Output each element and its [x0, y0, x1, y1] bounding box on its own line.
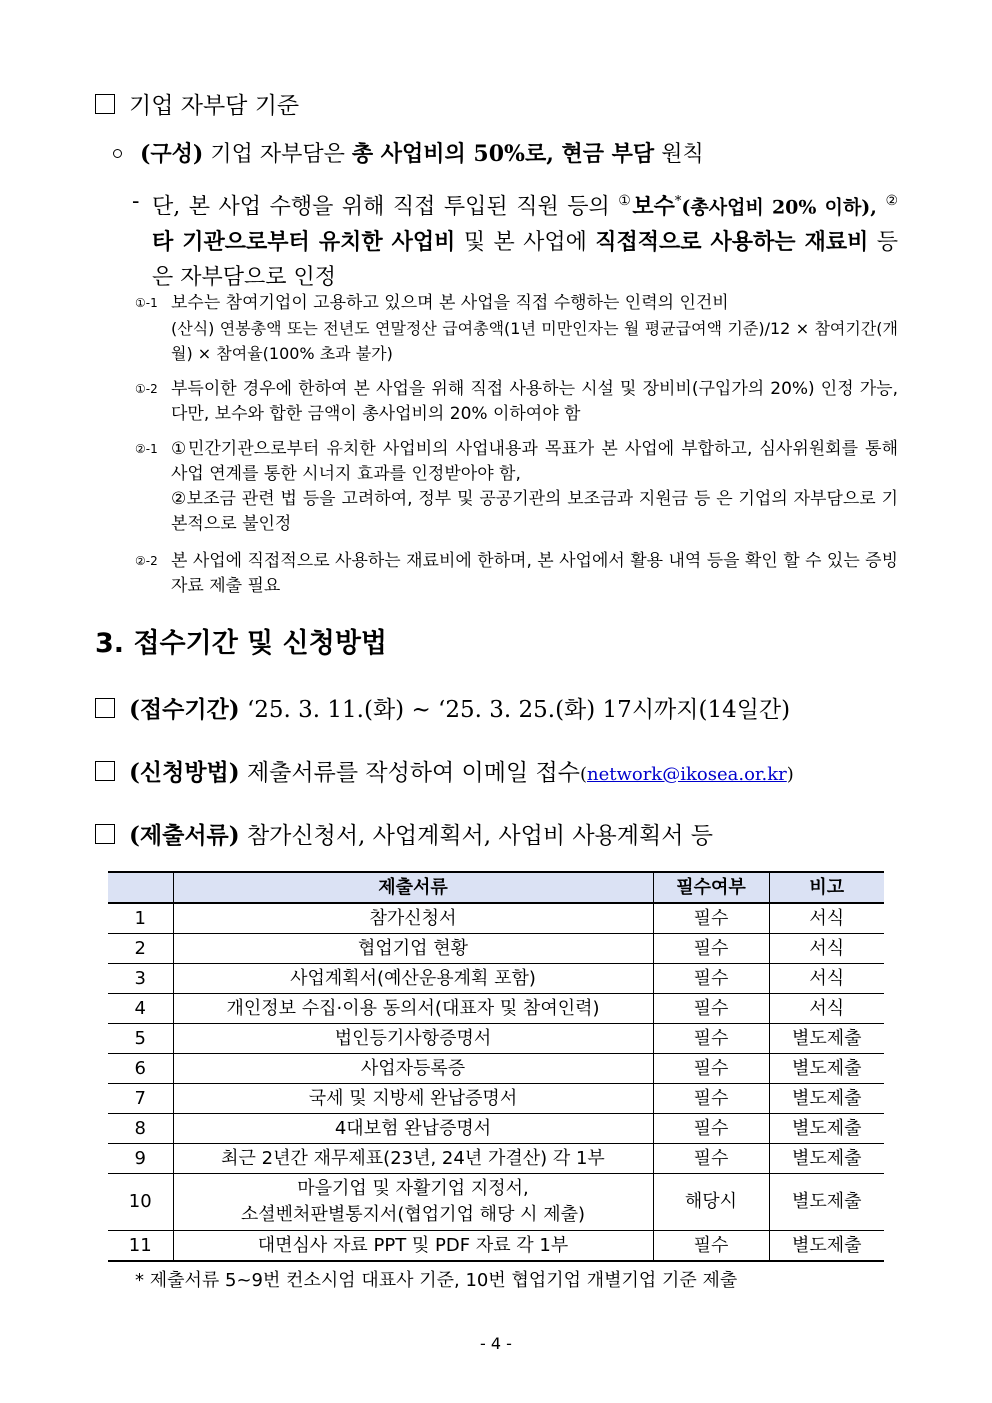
- table-row: [108, 1024, 884, 1054]
- header-document: 제출서류: [173, 872, 653, 903]
- dash-item-body: 단, 본 사업 수행을 위해 직접 투입된 직원 등의 ①보수*(총사업비 20% 이하), ②타 기관으로부터 유치한 사업비 및 본 사업에 직접적으로 사용하는 재료비 등은 자부담으로 인정: [152, 193, 899, 291]
- table-row: [108, 1231, 884, 1262]
- period-item: (접수기간) ‘25. 3. 11.(화) ~ ‘25. 3. 25.(화) 17시까지(14일간): [95, 695, 790, 725]
- table-row: [108, 1174, 884, 1231]
- note-1-2: ①-2 부득이한 경우에 한하여 본 사업을 위해 직접 사용하는 시설 및 장비비(구입가의 20%) 인정 가능, 다만, 보수와 합한 금액이 총사업비의 20% 이하여야 함: [135, 379, 898, 424]
- row-number-cell: 11: [108, 1231, 173, 1262]
- section-3-title: 3. 접수기간 및 신청방법: [95, 628, 387, 659]
- dash-item: [132, 184, 898, 295]
- document-cell: 개인정보 수집·이용 동의서(대표자 및 참여인력): [173, 994, 653, 1024]
- row-number-cell: 1: [108, 903, 173, 934]
- required-cell: 필수: [653, 1144, 769, 1174]
- header-required: 필수여부: [653, 872, 769, 903]
- note-1-1: ①-1 보수는 참여기업이 고용하고 있으며 본 사업을 직접 수행하는 인력의 인건비 (산식) 연봉총액 또는 전년도 연말정산 급여총액(1년 미만인자는 월 평균급여액 기준)/12 × 참여기간(개월) × 참여율(100% 초과 불가): [135, 293, 898, 363]
- row-number-cell: 10: [108, 1174, 173, 1231]
- composition-item: (구성) 기업 자부담은 총 사업비의 50%로, 현금 부담 원칙: [113, 137, 903, 172]
- row-number-cell: 3: [108, 964, 173, 994]
- remarks-cell: 별도제출: [769, 1144, 884, 1174]
- required-cell: 필수: [653, 1024, 769, 1054]
- document-cell: 협업기업 현황: [173, 934, 653, 964]
- checkbox-square-icon: [95, 761, 115, 781]
- checkbox-square-icon: [95, 94, 115, 114]
- remarks-cell: 별도제출: [769, 1114, 884, 1144]
- email-link[interactable]: network@ikosea.or.kr: [586, 764, 787, 785]
- row-number-cell: 4: [108, 994, 173, 1024]
- required-cell: 필수: [653, 1054, 769, 1084]
- document-cell: 참가신청서: [173, 903, 653, 934]
- required-cell: 필수: [653, 994, 769, 1024]
- required-cell: 필수: [653, 964, 769, 994]
- header-remarks: 비고: [769, 872, 884, 903]
- document-cell: 사업자등록증: [173, 1054, 653, 1084]
- table-header-row: [108, 872, 884, 903]
- row-number-cell: 8: [108, 1114, 173, 1144]
- required-cell: 필수: [653, 934, 769, 964]
- remarks-cell: 별도제출: [769, 1054, 884, 1084]
- document-cell: 4대보험 완납증명서: [173, 1114, 653, 1144]
- table-row: [108, 1054, 884, 1084]
- row-number-cell: 6: [108, 1054, 173, 1084]
- row-number-cell: 2: [108, 934, 173, 964]
- required-cell: 필수: [653, 1114, 769, 1144]
- page-number: - 4 -: [480, 1334, 512, 1353]
- document-cell: 사업계획서(예산운용계획 포함): [173, 964, 653, 994]
- method-item: (신청방법) 제출서류를 작성하여 이메일 접수(network@ikosea.or.kr): [95, 758, 794, 790]
- table-row: [108, 1144, 884, 1174]
- table-row: [108, 994, 884, 1024]
- dash-mark: -: [132, 189, 140, 214]
- table-row: [108, 1114, 884, 1144]
- checkbox-square-icon: [95, 698, 115, 718]
- document-cell: 법인등기사항증명서: [173, 1024, 653, 1054]
- remarks-cell: 별도제출: [769, 1024, 884, 1054]
- required-cell: 해당시: [653, 1174, 769, 1231]
- remarks-cell: 별도제출: [769, 1231, 884, 1262]
- table-row: [108, 903, 884, 934]
- document-cell: 국세 및 지방세 완납증명서: [173, 1084, 653, 1114]
- document-cell: 마을기업 및 자활기업 지정서, 소셜벤처판별통지서(협업기업 해당 시 제출): [173, 1174, 653, 1231]
- document-cell: 대면심사 자료 PPT 및 PDF 자료 각 1부: [173, 1231, 653, 1262]
- required-cell: 필수: [653, 1231, 769, 1262]
- table-row: [108, 1084, 884, 1114]
- header-no: [108, 872, 173, 903]
- table-row: [108, 934, 884, 964]
- row-number-cell: 9: [108, 1144, 173, 1174]
- remarks-cell: 별도제출: [769, 1084, 884, 1114]
- footnote: * 제출서류 5~9번 컨소시엄 대표사 기준, 10번 협업기업 개별기업 기준 제출: [135, 1270, 738, 1291]
- row-number-cell: 7: [108, 1084, 173, 1114]
- document-cell: 최근 2년간 재무제표(23년, 24년 가결산) 각 1부: [173, 1144, 653, 1174]
- table-row: [108, 964, 884, 994]
- remarks-cell: 서식: [769, 903, 884, 934]
- required-cell: 필수: [653, 903, 769, 934]
- note-2-1: ②-1 ①민간기관으로부터 유치한 사업비의 사업내용과 목표가 본 사업에 부합하고, 심사위원회를 통해 사업 연계를 통한 시너지 효과를 인정받아야 함, ②보조금 관련 법 등을 고려하여, 정부 및 공공기관의 보조금과 지원금 등 은 기업의 자부담으로 기본적으로 불인정: [135, 439, 898, 534]
- remarks-cell: 서식: [769, 994, 884, 1024]
- row-number-cell: 5: [108, 1024, 173, 1054]
- remarks-cell: 별도제출: [769, 1174, 884, 1231]
- remarks-cell: 서식: [769, 934, 884, 964]
- note-2-2: ②-2 본 사업에 직접적으로 사용하는 재료비에 한하며, 본 사업에서 활용 내역 등을 확인 할 수 있는 증빙자료 제출 필요: [135, 551, 898, 596]
- required-cell: 필수: [653, 1084, 769, 1114]
- circle-bullet-icon: [113, 149, 122, 158]
- documents-table: [108, 871, 884, 1262]
- self-burden-heading: 기업 자부담 기준: [95, 91, 299, 121]
- documents-item: (제출서류) 참가신청서, 사업계획서, 사업비 사용계획서 등: [95, 821, 713, 851]
- checkbox-square-icon: [95, 824, 115, 844]
- remarks-cell: 서식: [769, 964, 884, 994]
